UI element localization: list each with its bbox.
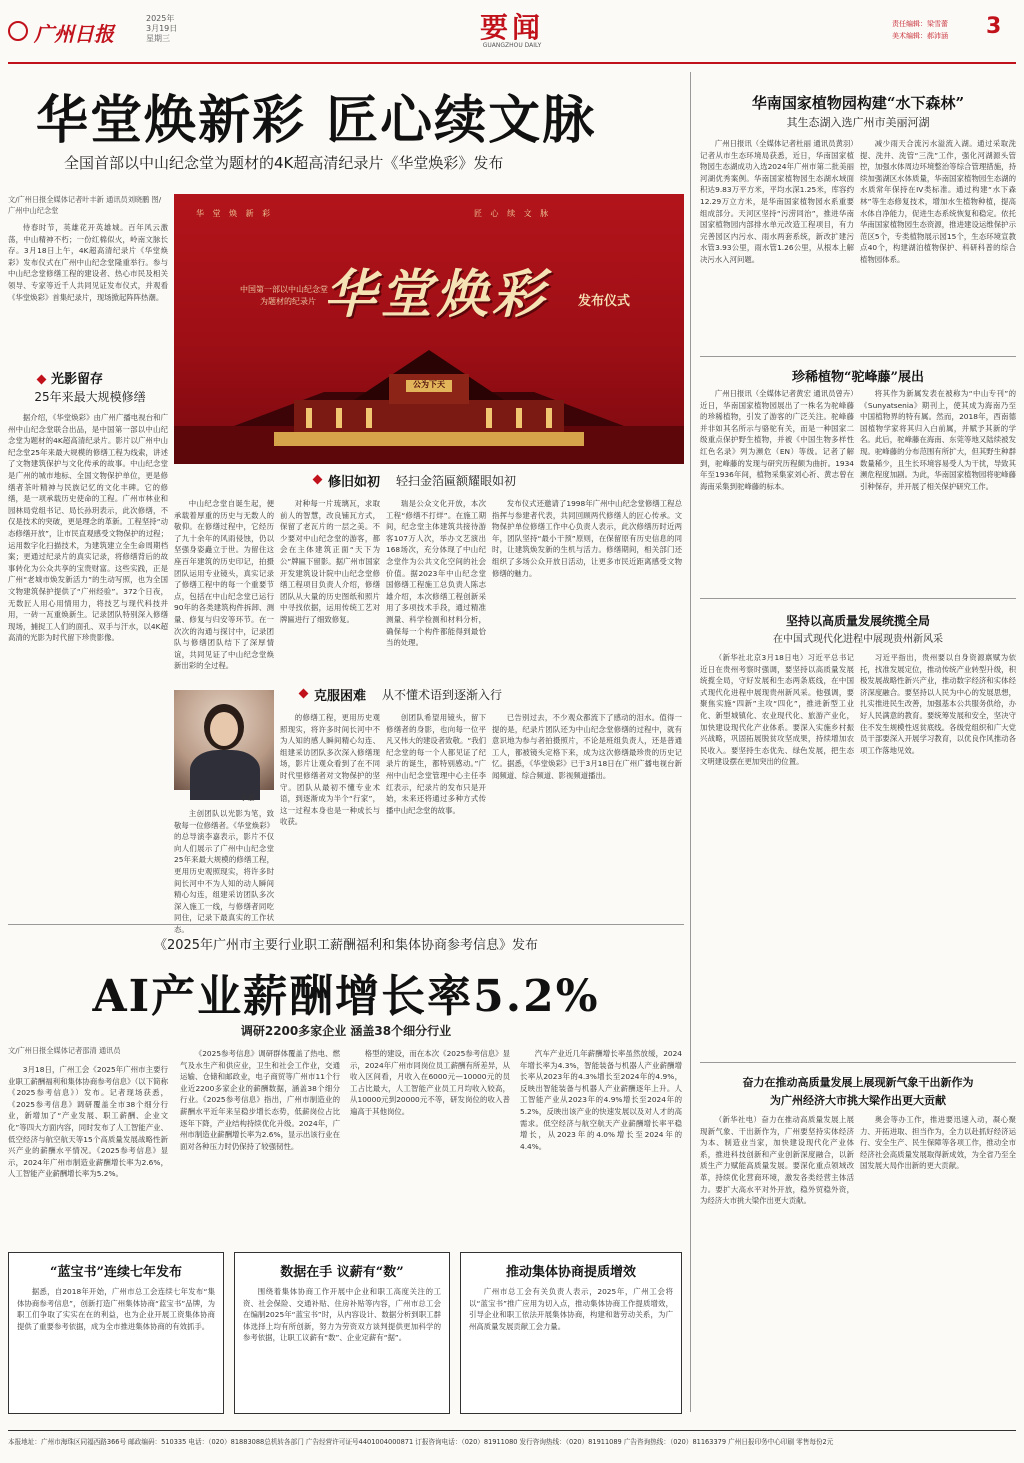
sec3-col4 xyxy=(492,712,682,908)
sidebar-story4-col1 xyxy=(700,1114,854,1414)
masthead-rule xyxy=(8,62,1016,64)
lead-subhead: 全国首部以中山纪念堂为题材的4K超高清纪录片《华堂焕彩》发布 xyxy=(64,154,504,172)
second-col2 xyxy=(180,1048,340,1240)
sidebar-story3-col2 xyxy=(860,652,1016,1056)
sidebar-story2-headline: 珍稀植物“驼峰藤”展出 xyxy=(792,370,924,385)
sec1-title-text: 光影留存 xyxy=(51,372,104,387)
date-year: 2025年 xyxy=(146,14,175,23)
sec3-col4-text: 已告别过去，不少观众都流下了感动的泪水。值得一提的是，纪录片团队还为中山纪念堂修缮的过程中，就有意识地为参与者拍摄照片，不论是班组负责人，还是普通工人，都被镜头定格下来，成为这次修缮最珍贵的历史记忆。据悉，《华堂焕彩》已于3月18日在广州广播电视台新闻频道、综合频道、影视频道播出。 xyxy=(492,713,682,780)
sec3-col2-text: 的修缮工程，更用历史观照现实，将许多时间长河中不为人知的感人瞬间精心勾连、组建采访团队多次深入修缮现场，影片让观众看到了在不同时代里修缮者对文物保护的坚守。团队从最初不懂专业术语，到逐渐成为半个“行家”，这一过程本身也是一种成长与收获。 xyxy=(280,713,380,827)
info-box-2-body xyxy=(243,1286,441,1410)
logo-circle-icon xyxy=(8,21,28,41)
second-col1-text: 3月18日，广州工会《2025年广州市主要行业职工薪酬福利和集体协商参考信息》（以下简称《2025参考信息》）发布。记者现场获悉，《2025参考信息》调研覆盖全市38个细分行业，新增加了“产业发展、职工薪酬、企业文化”等四大方面内容，同时发布了人工智能产业、低空经济与航空航天等15个高质量发展战略性新兴产业的薪酬水平情况。《2025参考信息》显示，2024年广州市制造业薪酬增长率为2.6%，人工智能产业薪酬增长率为5.2%。 xyxy=(8,1065,168,1179)
sidebar-story4-subhead: 为广州经济大市挑大梁作出更大贡献 xyxy=(770,1094,946,1107)
lead-intro xyxy=(8,222,168,362)
sidebar-story2-col2 xyxy=(860,388,1016,588)
section-title: 要闻 xyxy=(479,11,544,44)
sidebar-story3-col1 xyxy=(700,652,854,1056)
info-box-1-text: 据悉，自2018年开始，广州市总工会连续七年发布“集体协商参考信息”，创新打造广州集体协商“蓝宝书”品牌，为职工们争取了实实在在的利益，也为企业开展工资集体协商提供了重要参考依据，成为全市推进集体协商的有效抓手。 xyxy=(17,1287,215,1331)
column-divider xyxy=(690,72,691,1412)
lead-col3-text: 对种每一片琉璃瓦，求取前人的智慧，改良铺瓦方式，保留了老瓦片的一层之美。不少要对中山纪念堂的游客，都会在主体建筑正面“天下为公”牌匾下留影。据广州市国家开发建筑设计院中山纪念堂修缮工程项目负责人介绍，修缮团队从大量的历史图纸和照片中寻找依据，运用传统工艺对牌匾进行了细致修复。 xyxy=(280,499,380,624)
second-headline: AI产业薪酬增长率5.2% xyxy=(92,971,600,1022)
diamond-icon xyxy=(37,375,47,385)
sidebar-story4-text2: 奥会等办工作，推进要迅速入动，凝心聚力、开拓进取、担当作为，全力以赴抓好经济运行、安全生产、民生保障等各项工作，推动全市经济社会高质量发展取得新成效，为全省乃至全国发展大局作出新的更大贡献。 xyxy=(860,1115,1016,1171)
diamond-icon xyxy=(313,475,323,485)
poster-tagline-left: 华 堂 焕 新 彩 xyxy=(196,209,274,218)
sidebar-rule xyxy=(700,598,1016,599)
portrait-photo xyxy=(174,690,274,790)
lead-intro-text: 侍春时节，英雄花开英雄城。百年风云激荡，中山精神不朽；一份红棉似火，岭南文脉长存。3月18日上午，4K超高清纪录片《华堂焕彩》发布仪式在广州中山纪念堂隆重举行。参与中山纪念堂修缮工程的建设者、热心市民及相关领导、专家等近千人共同见证发布仪式，并观看《华堂焕彩》首集纪录片，现场掀起阵阵热潮。 xyxy=(8,223,168,302)
sidebar-story1-headline: 华南国家植物园构建“水下森林” xyxy=(751,94,965,112)
second-kicker: 《2025年广州市主要行业职工薪酬福利和集体协商参考信息》发布 xyxy=(153,938,539,953)
sec2-subtitle: 轻扫金箔匾额耀眼如初 xyxy=(396,474,517,488)
sidebar-story3-text: （新华社北京3月18日电）习近平总书记近日在贵州考察时强调，要坚持以高质量发展统揽全局，守好发展和生态两条底线，在中国式现代化进程中展现贵州新风采。他强调，要聚焦实施“四新”主攻“四化”，推进新型工业化、新型城镇化、农业现代化、旅游产业化，加快建设现代化产业体系。要深入实施乡村振兴战略，巩固拓展脱贫攻坚成果，持续增加农民收入。要坚持生态优先、绿色发展，把生态文明建设摆在更加突出的位置。 xyxy=(700,653,854,767)
sidebar-story2-col1 xyxy=(700,388,854,588)
second-col4 xyxy=(520,1048,682,1240)
logo-text: 广州日报 xyxy=(34,22,114,46)
sec1-body-text: 据介绍，《华堂焕彩》由广州广播电视台和广州中山纪念堂联合出品，是中国第一部以中山纪念堂为题材的4K超高清纪录片。影片以广州中山纪念堂25年来最大规模的修缮工程为线索，讲述了文物建筑保护与文化传承的故事。中山纪念堂是广州的城市地标、全国文物保护单位，更是修缮者茶叶精神与民族记忆的文化丰碑。它的修缮，是一项承载历史使命的工程。广州市林业和园林局党组书记、局长孙玥表示，此次修缮，不仅是技术的突破，更是理念的革新。工程坚持“动态修缮开放”，让市民直观感受文物保护的过程；运用数字化扫描技术，为建筑建立全生命周期档案；更通过纪录片的真实记录，将修缮背后的故事转化为公众共享的宝贵财富。这些实践，正是广州“老城市焕发新活力”的生动写照，也为全国文物建筑保护提供了“广州经验”。372个日夜，无数匠人用心用情用力，将技艺与现代科技并用，一砖一瓦重焕新生。记录团队特别深入修缮现场，捕捉工人们的面孔、双手与汗水，以4K超高清的光影为时代留下珍贵影像。 xyxy=(8,413,168,643)
info-box-3-title: 推动集体协商提质增效 xyxy=(505,1265,636,1280)
section-title-en: GUANGZHOU DAILY xyxy=(482,42,542,49)
lead-col4 xyxy=(386,498,486,678)
sec3-subtitle: 从不懂术语到逐渐入行 xyxy=(382,688,503,702)
footer-rule xyxy=(8,1430,1016,1431)
second-col3-text: 格型的建设，而在本次《2025参考信息》显示，2024年广州市同岗位员工薪酬有所差异，从收入区间看，月收入在6000元—10000元的员工占比最大，人工智能产业员工月均收入较高，从10000元到20000元不等，研发岗位的收入普遍高于其他岗位。 xyxy=(350,1049,510,1116)
sidebar-story1-subhead: 其生态湖入选广州市美丽河湖 xyxy=(786,116,930,129)
second-col2-text: 《2025参考信息》调研群体覆盖了热电、燃气及水生产和供应业，卫生和社会工作业，交通运输、仓储和邮政业，电子商贸等广州市11个行业近2200多家企业的薪酬数据，涵盖38个细分行业。《2025参考信息》指出，广州市制造业的薪酬水平近年来呈稳步增长态势，低薪岗位占比逐年下降，产业结构持续优化升级。2024年，广州市制造业薪酬增长率为2.6%，显示出该行业在面对各种压力时仍保持了较强韧性。 xyxy=(180,1049,340,1151)
diamond-icon xyxy=(299,689,309,699)
poster-title: 华堂焕彩 xyxy=(324,264,549,325)
info-box-1-body xyxy=(17,1286,215,1410)
sec3-col3-text: 创团队希望用镜头，留下修缮者的身影，也向每一位平凡又伟大的建设者致敬。“我们纪念堂的每一个人都见证了纪录片的诞生，都特别感动。”广州中山纪念堂管理中心主任李红表示，纪录片的发布只是开始，未来还将通过多种方式传播中山纪念堂的故事。 xyxy=(386,713,486,815)
lead-col2 xyxy=(174,498,274,678)
sec1-subtitle: 25年来最大规模修缮 xyxy=(34,390,146,404)
sidebar-story3-headline: 坚持以高质量发展统揽全局 xyxy=(785,614,930,628)
poster-tagline-right: 匠 心 续 文 脉 xyxy=(474,209,552,218)
lead-col5 xyxy=(492,498,682,648)
portrait-face xyxy=(210,712,238,746)
info-box-3-text: 广州市总工会有关负责人表示，2025年，广州工会将以“蓝宝书”推广应用为切入点，推动集体协商工作提质增效，引导企业和职工依法开展集体协商，构建和谐劳动关系，为广州高质量发展贡献工会力量。 xyxy=(469,1287,673,1331)
lead-col5-text: 发布仪式还邀请了1998年广州中山纪念堂修缮工程总指挥与参建者代表，共同回顾两代修缮人的匠心传承。文物保护单位修缮工作中心负责人表示，此次修缮历时近两年，团队坚持“最小干预”原则，在保留原有历史信息的同时，让建筑焕发新的生机与活力。修缮期间，相关部门还组织了多场公众开放日活动，让更多市民近距离感受文物修缮的魅力。 xyxy=(492,499,682,578)
sec3-col1-text: 主创团队以光影为笔，致敬每一位修缮者。《华堂焕彩》的总导演李嘉表示，影片不仅向人们展示了广州中山纪念堂25年来最大规模的修缮工程，更用历史观照现实，将许多时间长河中不为人知的动人瞬间精心勾连，组建采访团队多次深入施工一线，与修缮者同吃同住，记录下最真实的工作状态。 xyxy=(174,809,274,934)
sec3-col2 xyxy=(280,712,380,908)
art-editor-line: 美术编辑：郝沛涵 xyxy=(892,32,948,40)
info-box-3 xyxy=(460,1252,682,1414)
sec3-banner xyxy=(300,684,600,704)
second-byline: 文/广州日报全媒体记者邵清 通讯员 xyxy=(8,1046,121,1055)
date-weekday: 星期三 xyxy=(146,34,170,43)
sidebar-story3-subhead: 在中国式现代化进程中展现贵州新风采 xyxy=(773,634,943,645)
info-box-3-body xyxy=(469,1286,673,1410)
poster-sub-1: 中国第一部以中山纪念堂 xyxy=(240,285,328,294)
sec3-title: 克服困难 xyxy=(314,689,367,704)
poster-sub-2: 为题材的纪录片 xyxy=(260,297,316,306)
page-number: 3 xyxy=(986,14,1002,39)
poster-event: 发布仪式 xyxy=(578,294,631,309)
sec1-title xyxy=(38,368,103,387)
newspaper-logo xyxy=(8,18,128,46)
photo-caption: 李嘉 xyxy=(240,793,255,802)
lead-headline: 华堂焕新彩 匠心续文脉 xyxy=(36,90,597,151)
sec3-col1 xyxy=(174,808,274,934)
lead-col3 xyxy=(280,498,380,678)
second-col4-text: 汽车产业近几年薪酬增长率虽然放缓，2024年增长率为4.3%，智能装备与机器人产业薪酬增长率从2023年的4.3%增长至2024年的4.9%，反映出智能装备与机器人产业薪酬逐年上升。人工智能产业从2023年的4.9%增长至2024年的5.2%，反映出该产业的快速发展以及对人才的高需求。低空经济与航空航天产业薪酬增长率平稳增长，从2023年的4.0%增长至2024年的4.4%。 xyxy=(520,1049,682,1151)
second-subhead: 调研2200多家企业 涵盖38个细分行业 xyxy=(240,1024,452,1038)
editor-line: 责任编辑：梁雪蕾 xyxy=(892,20,948,28)
date-day: 3月19日 xyxy=(146,24,178,33)
lead-col2-text: 中山纪念堂自诞生起，便承载着厚重的历史与无数人的敬仰。在修缮过程中，它经历了九十余年的风雨侵蚀，仍以坚强身姿矗立于世。为留住这座百年建筑的历史印记，拍摄团队运用专业镜头，真实记录了修缮工程中的每一个重要节点，包括在中山纪念堂已运行90年的各类建筑构件拆卸、测量、修复与归安等环节。在一次次的沟通与探讨中，记录团队与修缮团队结下了深厚情谊，共同见证了中山纪念堂焕新出彩的全过程。 xyxy=(174,499,274,671)
lead-col4-text: 瑞是公众文化开放，本次工程“修缮不打烊”。在施工期间，纪念堂主体建筑共接待游客107万人次，举办文艺演出168场次，充分体现了中山纪念堂作为公共文化空间的社会价值。据2023年中山纪念堂国修缮工程施工总负责人陈志雄介绍，本次修缮工程创新采用了多项技术手段，通过精准测量、科学检测和材料分析，确保每一个构件都能得到最恰当的处理。 xyxy=(386,499,486,648)
sidebar-rule xyxy=(700,1062,1016,1063)
info-box-2-text: 围绕着集体协商工作开展中企业和职工高度关注的工资、社会保险、交通补贴、住房补贴等内容，广州市总工会在编制2025年“蓝宝书”时，从内容设计、数据分析到职工群体选择上均有所创新，努力为劳资双方谈判提供更加科学的参考依据，让职工议薪有“数”、企业定薪有“据”。 xyxy=(243,1287,441,1343)
sec2-banner xyxy=(290,470,590,490)
sidebar-story2-text2: 将其作为新属发表在被称为“中山专刊”的《Sunyatsenia》期刊上，使其成为海南乃至中国植物界的特有属。然而，2018年，西南德国植物学家将其归入白前属，并赋予其新的学名。此后，驼峰藤在海南、东莞等地又陆续被发现。驼峰藤的分布范围有所扩大，但其野生种群数量稀少，且生长环境容易受人为干扰，导致其濒危程度加剧。为此，华南国家植物园将驼峰藤引种保存，并开展了相关保护研究工作。 xyxy=(860,389,1016,491)
poster-plaque: 公为下天 xyxy=(413,379,445,389)
lead-byline: 文/广州日报全媒体记者叶丰新 通讯员刘晓鹏 图/广州中山纪念堂 xyxy=(8,195,162,215)
sidebar-rule xyxy=(700,356,1016,357)
memorial-hall-illustration xyxy=(174,334,684,464)
sidebar-story4-col2 xyxy=(860,1114,1016,1414)
sidebar-story4-text: （新华社电）奋力在推动高质量发展上展现新气象、干出新作为，广州要坚持实体经济为本、制造业当家，加快建设现代化产业体系，推进科技创新和产业创新深度融合，以新质生产力赋能高质量发展。要深化重点领域改革，持续优化营商环境，激发各类经营主体活力。要扩大高水平对外开放，稳外贸稳外资，为经济大市挑大梁作出更大贡献。 xyxy=(700,1115,854,1206)
info-box-2 xyxy=(234,1252,450,1414)
info-box-1 xyxy=(8,1252,224,1414)
sidebar-story1-text2: 减少雨天合流污水溢流入湖。通过采取洗提、洗井、洗管“三洗”工作，强化河湖源头管控，加强水体周边环境整治等综合管理措施，持续加强湖区水体质量，华南国家植物园生态湖的水质常年保持在IV类标准。通过构建“水下森林”等生态修复技术，增加水生植物种植，提高水体自净能力，促进生态系统恢复和稳定。依托华南国家植物园生态资源，推进建设运维保护示范区5个，专类植物展示园15个，生态环境宣教点40个，构建湖泊植物保护、科研科普的综合植物园体系。 xyxy=(860,139,1016,264)
sidebar-story4-headline: 奋力在推动高质量发展上展现新气象干出新作为 xyxy=(742,1076,974,1089)
second-col1 xyxy=(8,1064,168,1240)
sec2-title: 修旧如初 xyxy=(328,475,381,490)
second-col3 xyxy=(350,1048,510,1240)
sidebar-story2-text: 广州日报讯（全媒体记者黄宏 通讯员曾卉）近日，华南国家植物园展出了一株名为驼峰藤的珍稀植物，引发了游客的广泛关注。驼峰藤并非如其名所示与骆驼有关，而是一种国家二级重点保护野生植物，并被《中国生物多样性红色名录》列为濒危（EN）等级。记者了解到，驼峰藤的发现与研究历程颇为曲折。1934年至1936年间，植物采集家刘心祈、黄志曾在海南采集到驼峰藤的标本。 xyxy=(700,389,854,491)
sidebar-story1-col2 xyxy=(860,138,1016,348)
info-box-2-title: 数据在手 议薪有“数” xyxy=(280,1265,404,1280)
section-rule xyxy=(8,924,684,925)
sec3-col3 xyxy=(386,712,486,908)
poster-image xyxy=(174,194,684,464)
info-box-1-title: “蓝宝书”连续七年发布 xyxy=(50,1265,182,1280)
masthead xyxy=(0,0,1024,62)
sec1-body xyxy=(8,412,168,842)
sidebar-story1-col1 xyxy=(700,138,854,338)
sec1-heading xyxy=(8,368,172,408)
footer-info: 本报地址：广州市海珠区同福西路366号 邮政编码：510335 电话：（020）81883088总机转各部门 广告经营许可证号4401004000871 订报咨询电话：（020）81911080 发行咨询热线：（020）81911089 广告咨询热线：（020）81163379 广州日报印务中心印刷 零售每份2元 xyxy=(8,1438,834,1446)
sidebar-story3-text2: 习近平指出，贵州要以自身资源禀赋为依托，找准发展定位，推动传统产业转型升级，积极发展战略性新兴产业，推动数字经济和实体经济深度融合。要坚持以人民为中心的发展思想，扎实推进民生改善，加强基本公共服务供给，办好人民满意的教育。要统筹发展和安全，坚决守住不发生规模性返贫底线。各级党组织和广大党员干部要深入开展学习教育，以优良作风推动各项工作落地见效。 xyxy=(860,653,1016,755)
editor-credits xyxy=(892,18,948,42)
sidebar-story1-text: 广州日报讯（全媒体记者杜丽 通讯员黄羽）记者从市生态环境局获悉，近日，华南国家植物园生态湖成功入选2024年广州市第二批美丽河湖优秀案例。华南国家植物园生态湖水域面积达9.83万平方米，平均水深1.25米，库容约12.29万立方米，是华南国家植物园水系重要组成部分。天河区坚持“污涝同治”，推进华南国家植物园内部排水单元改造工程项目，有力完善园区内污水、雨水两套系统，新改扩建污水管3.93公里，雨水管1.26公里，从根本上解决污水入河问题。 xyxy=(700,139,854,264)
issue-date xyxy=(146,14,177,44)
